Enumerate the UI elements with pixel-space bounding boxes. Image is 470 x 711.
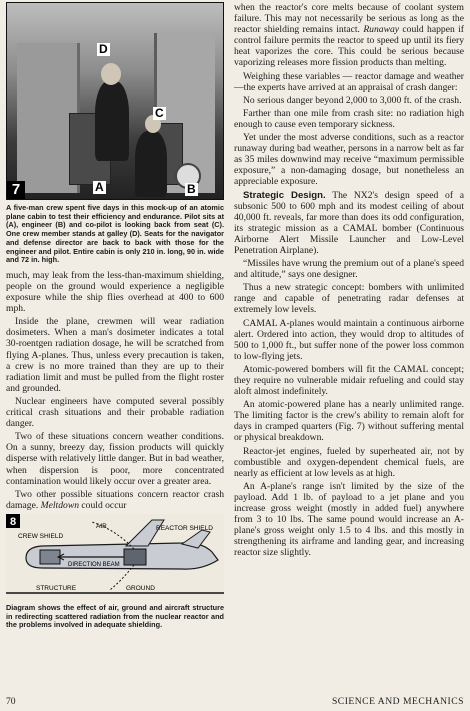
left-column — [6, 0, 224, 635]
radiation-diagram — [6, 514, 224, 600]
label-air: AIR — [96, 522, 107, 530]
left-paragraph: much, may leak from the less-than-maximum shielding, people on the ground would experience a negligible exposure while the ship flies overhead at 400 to 600 mph. — [6, 269, 224, 315]
photo-caption: A five-man crew spent five days in this mock-up of an atomic plane cabin to test their efficiency and endurance. Pilot sits at (A), engineer (B) and co-pilot is looking back from seat (C). One crew member stands at galley (D). Seats for the navigator and defense director are back to back with those for the engineer and pilot. Entire cabin is only 210 in. long, 90 in. wide and 72 in. high. — [6, 203, 224, 265]
label-structure: STRUCTURE — [36, 584, 77, 592]
label-ground: GROUND — [126, 584, 155, 592]
subheading-strategic-design: Strategic Design. — [243, 189, 326, 201]
right-paragraph: Thus a new strategic concept: bombers with unlimited range and capable of penetrating radar defenses at extremely low levels. — [234, 282, 464, 316]
diagram-caption: Diagram shows the effect of air, ground and aircraft structure in redirecting scattered radiation from the nuclear reactor and the problems involved in adequate shielding. — [6, 602, 224, 630]
label-reactor-shield: REACTOR SHIELD — [156, 524, 213, 532]
right-paragraph: Reactor-jet engines, fueled by superheated air, not by combustible and oxygen-dependent chemical fuels, are nearly as efficient at low levels as at high. — [234, 445, 464, 479]
right-paragraph: Atomic-powered bombers will fit the CAMAL concept; they require no vulnerable midair refueling and could stay aloft almost indefinitely. — [234, 363, 464, 398]
right-paragraph: CAMAL A-planes would maintain a continuous airborne alert. Ordered into action, they would drop to altitudes of 500 to 1,000 ft., but suffer none of the power loss common to low-flying jets. — [234, 317, 464, 362]
left-paragraph: Nuclear engineers have computed several possibly critical crash situations and their probable radiation danger. — [6, 395, 224, 430]
label-c: C — [155, 106, 164, 120]
figure-8-number: 8 — [9, 515, 17, 528]
right-paragraph: Yet under the most adverse conditions, such as a reactor runaway during bad weather, persons in a narrow belt as far as 35 miles downwind may receive “maximum permissible exposure,” a non-damaging dosage, but nonetheless an appreciable exposure. — [234, 132, 464, 188]
cabin-mockup-photo — [6, 2, 224, 200]
left-paragraph-meltdown: Two other possible situations concern reactor crash damage. Meltdown could occur — [6, 488, 224, 511]
right-paragraph: No serious danger beyond 2,000 to 3,000 ft. of the crash. — [243, 94, 462, 106]
right-column — [234, 2, 464, 561]
strategic-design-paragraph: Strategic Design. The NX2's design speed of a subsonic 500 to 600 mph and its modest ceiling of about 40,000 ft. reveals, far more than does its odd configuration, its strategic mission as a CAMAL bomber (Continuous Airborne Alert Missile Launcher and Low-Level Penetration Airplane). — [234, 189, 464, 256]
right-paragraph-runaway: when the reactor's core melts because of coolant system failure. This may not necessarily be serious as long as the reactor shielding remains intact. Runaway could happen if control failure permits the reactor to speed up until its fiery heat vaporizes the core. This could be serious because vaporizing releases more fission products than melting. — [234, 2, 464, 69]
figure-7-number: 7 — [7, 181, 25, 199]
label-d: D — [99, 42, 108, 56]
right-paragraph: Weighing these variables — reactor damage and weather—the experts have arrived at an appraisal of crash danger: — [234, 70, 464, 93]
right-paragraph: An A-plane's range isn't limited by the size of the payload. Add 1 lb. of payload to a jet plane and you increase gross weight (mostly in added fuel) anywhere from 3 to 10 lbs. The same pound would increase an A-plane's gross weight only 1.5 to 4 lbs. and this mostly in strengthening its airframe and landing gear, and increasing reactor size slightly. — [234, 480, 464, 559]
right-paragraph: “Missiles have wrung the premium out of a plane's speed and altitude,” says one designer. — [234, 258, 464, 281]
label-a: A — [95, 180, 104, 194]
right-paragraph: An atomic-powered plane has a nearly unlimited range. The limiting factor is the crew's ability to remain aloft for days in cramped quarters (Fig. 7) without suffering mental or physical breakdown. — [234, 399, 464, 444]
magazine-name: SCIENCE AND MECHANICS — [331, 696, 464, 707]
left-paragraph: Inside the plane, crewmen will wear radiation dosimeters. When a man's dosimeter indicates a total 30-roentgen radiation dosage, he will be scratched from flying A-planes. Thus, unless every precaution is taken, a crew is no more trained than they are up to their radiation limit and must be pulled from the flight roster and grounded. — [6, 316, 224, 394]
label-crew-shield: CREW SHIELD — [18, 532, 64, 540]
left-paragraph: Two of these situations concern weather conditions. On a sunny, breezy day, fission products will quickly disperse with relatively little danger. But in bad weather, when dispersion is poor, more concentrated contamination would likely occur over a greater area. — [6, 431, 224, 487]
page-number: 70 — [6, 696, 16, 707]
right-paragraph: Farther than one mile from crash site: no radiation high enough to cause even temporary sickness. — [234, 107, 464, 130]
radiation-diagram-svg — [6, 514, 224, 600]
label-direction-beam: DIRECTION BEAM — [68, 561, 120, 568]
label-b: B — [187, 182, 196, 196]
